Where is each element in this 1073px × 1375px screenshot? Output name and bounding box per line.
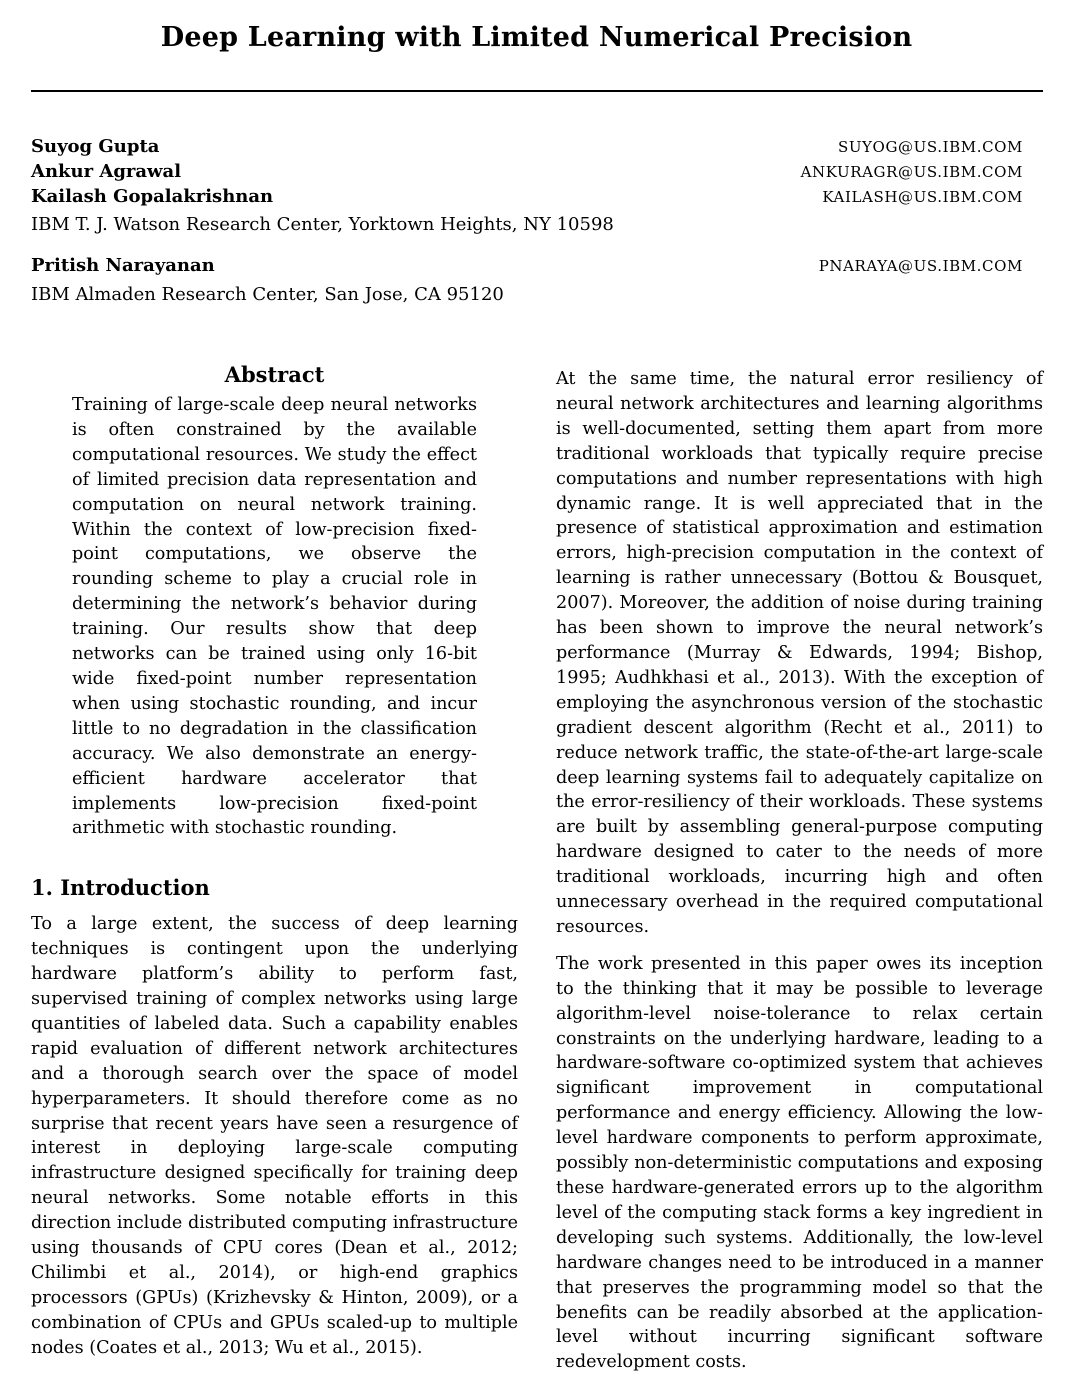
title-rule xyxy=(31,90,1043,92)
author-email[interactable]: PNARAYA@US.IBM.COM xyxy=(818,257,1023,275)
section-heading: 1. Introduction xyxy=(31,875,210,901)
affiliation: IBM T. J. Watson Research Center, Yorktown Heights, NY 10598 xyxy=(31,214,614,235)
author-row xyxy=(31,186,1023,210)
body-paragraph: The work presented in this paper owes its inception to the thinking that it may be possible to leverage algorithm-level noise-tolerance to relax certain constraints on the underlying hardware, leading to a hardware-software co-optimized system that achieves significant improvement in computational performance and energy efficiency. Allowing the low-level hardware components to perform approximate, possibly non-deterministic computations and exposing these hardware-generated errors up to the algorithm level of the computing stack forms a key ingredient in developing such systems. Additionally, the low-level hardware changes need to be introduced in a manner that preserves the programming model so that the benefits can be readily absorbed at the application-level without incurring significant software redevelopment costs. xyxy=(556,953,1043,1373)
paper-title: Deep Learning with Limited Numerical Precision xyxy=(160,22,913,53)
author-email[interactable]: ANKURAGR@US.IBM.COM xyxy=(800,163,1023,181)
body-paragraph: To a large extent, the success of deep learning techniques is contingent upon the underlying hardware platform’s ability to perform fast, supervised training of complex networks using large quantities of labeled data. Such a capability enables rapid evaluation of different network architectures and a thorough search over the space of model hyperparameters. It should therefore come as no surprise that recent years have seen a resurgence of interest in deploying large-scale computing infrastructure designed specifically for training deep neural networks. Some notable efforts in this direction include distributed computing infrastructure using thousands of CPU cores (Dean et al., 2012; Chilimbi et al., 2014), or high-end graphics processors (GPUs) (Krizhevsky & Hinton, 2009), or a combination of CPUs and GPUs scaled-up to multiple nodes (Coates et al., 2013; Wu et al., 2015). xyxy=(31,914,518,1358)
right-column xyxy=(556,367,1043,1375)
author-row xyxy=(31,161,1023,185)
author-row xyxy=(31,255,1023,279)
abstract-text: Training of large-scale deep neural networks is often constrained by the available computational resources. We study the effect of limited precision data representation and computation on neural network training. Within the context of low-precision fixed-point computations, we observe the rounding scheme to play a crucial role in determining the network’s behavior during training. Our results show that deep networks can be trained using only 16-bit wide fixed-point number representation when using stochastic rounding, and incur little to no degradation in the classification accuracy. We also demonstrate an energy-efficient hardware accelerator that implements low-precision fixed-point arithmetic with stochastic rounding. xyxy=(72,395,477,839)
affiliation: IBM Almaden Research Center, San Jose, CA 95120 xyxy=(31,284,504,305)
author-row xyxy=(31,136,1023,160)
author-email[interactable]: SUYOG@US.IBM.COM xyxy=(837,138,1023,156)
author-name: Ankur Agrawal xyxy=(31,161,182,182)
author-name: Kailash Gopalakrishnan xyxy=(31,186,274,207)
body-paragraph: At the same time, the natural error resiliency of neural network architectures and learning algorithms is well-documented, setting them apart from more traditional workloads that typically require precise computations and number representations with high dynamic range. It is well appreciated that in the presence of statistical approximation and estimation errors, high-precision computation in the context of learning is rather unnecessary (Bottou & Bousquet, 2007). Moreover, the addition of noise during training has been shown to improve the neural network’s performance (Murray & Edwards, 1994; Bishop, 1995; Audhkhasi et al., 2013). With the exception of employing the asynchronous version of the stochastic gradient descent algorithm (Recht et al., 2011) to reduce network traffic, the state-of-the-art large-scale deep learning systems fail to adequately capitalize on the error-resiliency of their workloads. These systems are built by assembling general-purpose computing hardware designed to cater to the needs of more traditional workloads, incurring high and often unnecessary overhead in the required computational resources. xyxy=(556,369,1043,937)
author-email[interactable]: KAILASH@US.IBM.COM xyxy=(822,188,1023,206)
author-name: Suyog Gupta xyxy=(31,136,160,157)
abstract-heading: Abstract xyxy=(224,362,325,387)
author-name: Pritish Narayanan xyxy=(31,255,215,276)
left-column xyxy=(31,362,518,1361)
